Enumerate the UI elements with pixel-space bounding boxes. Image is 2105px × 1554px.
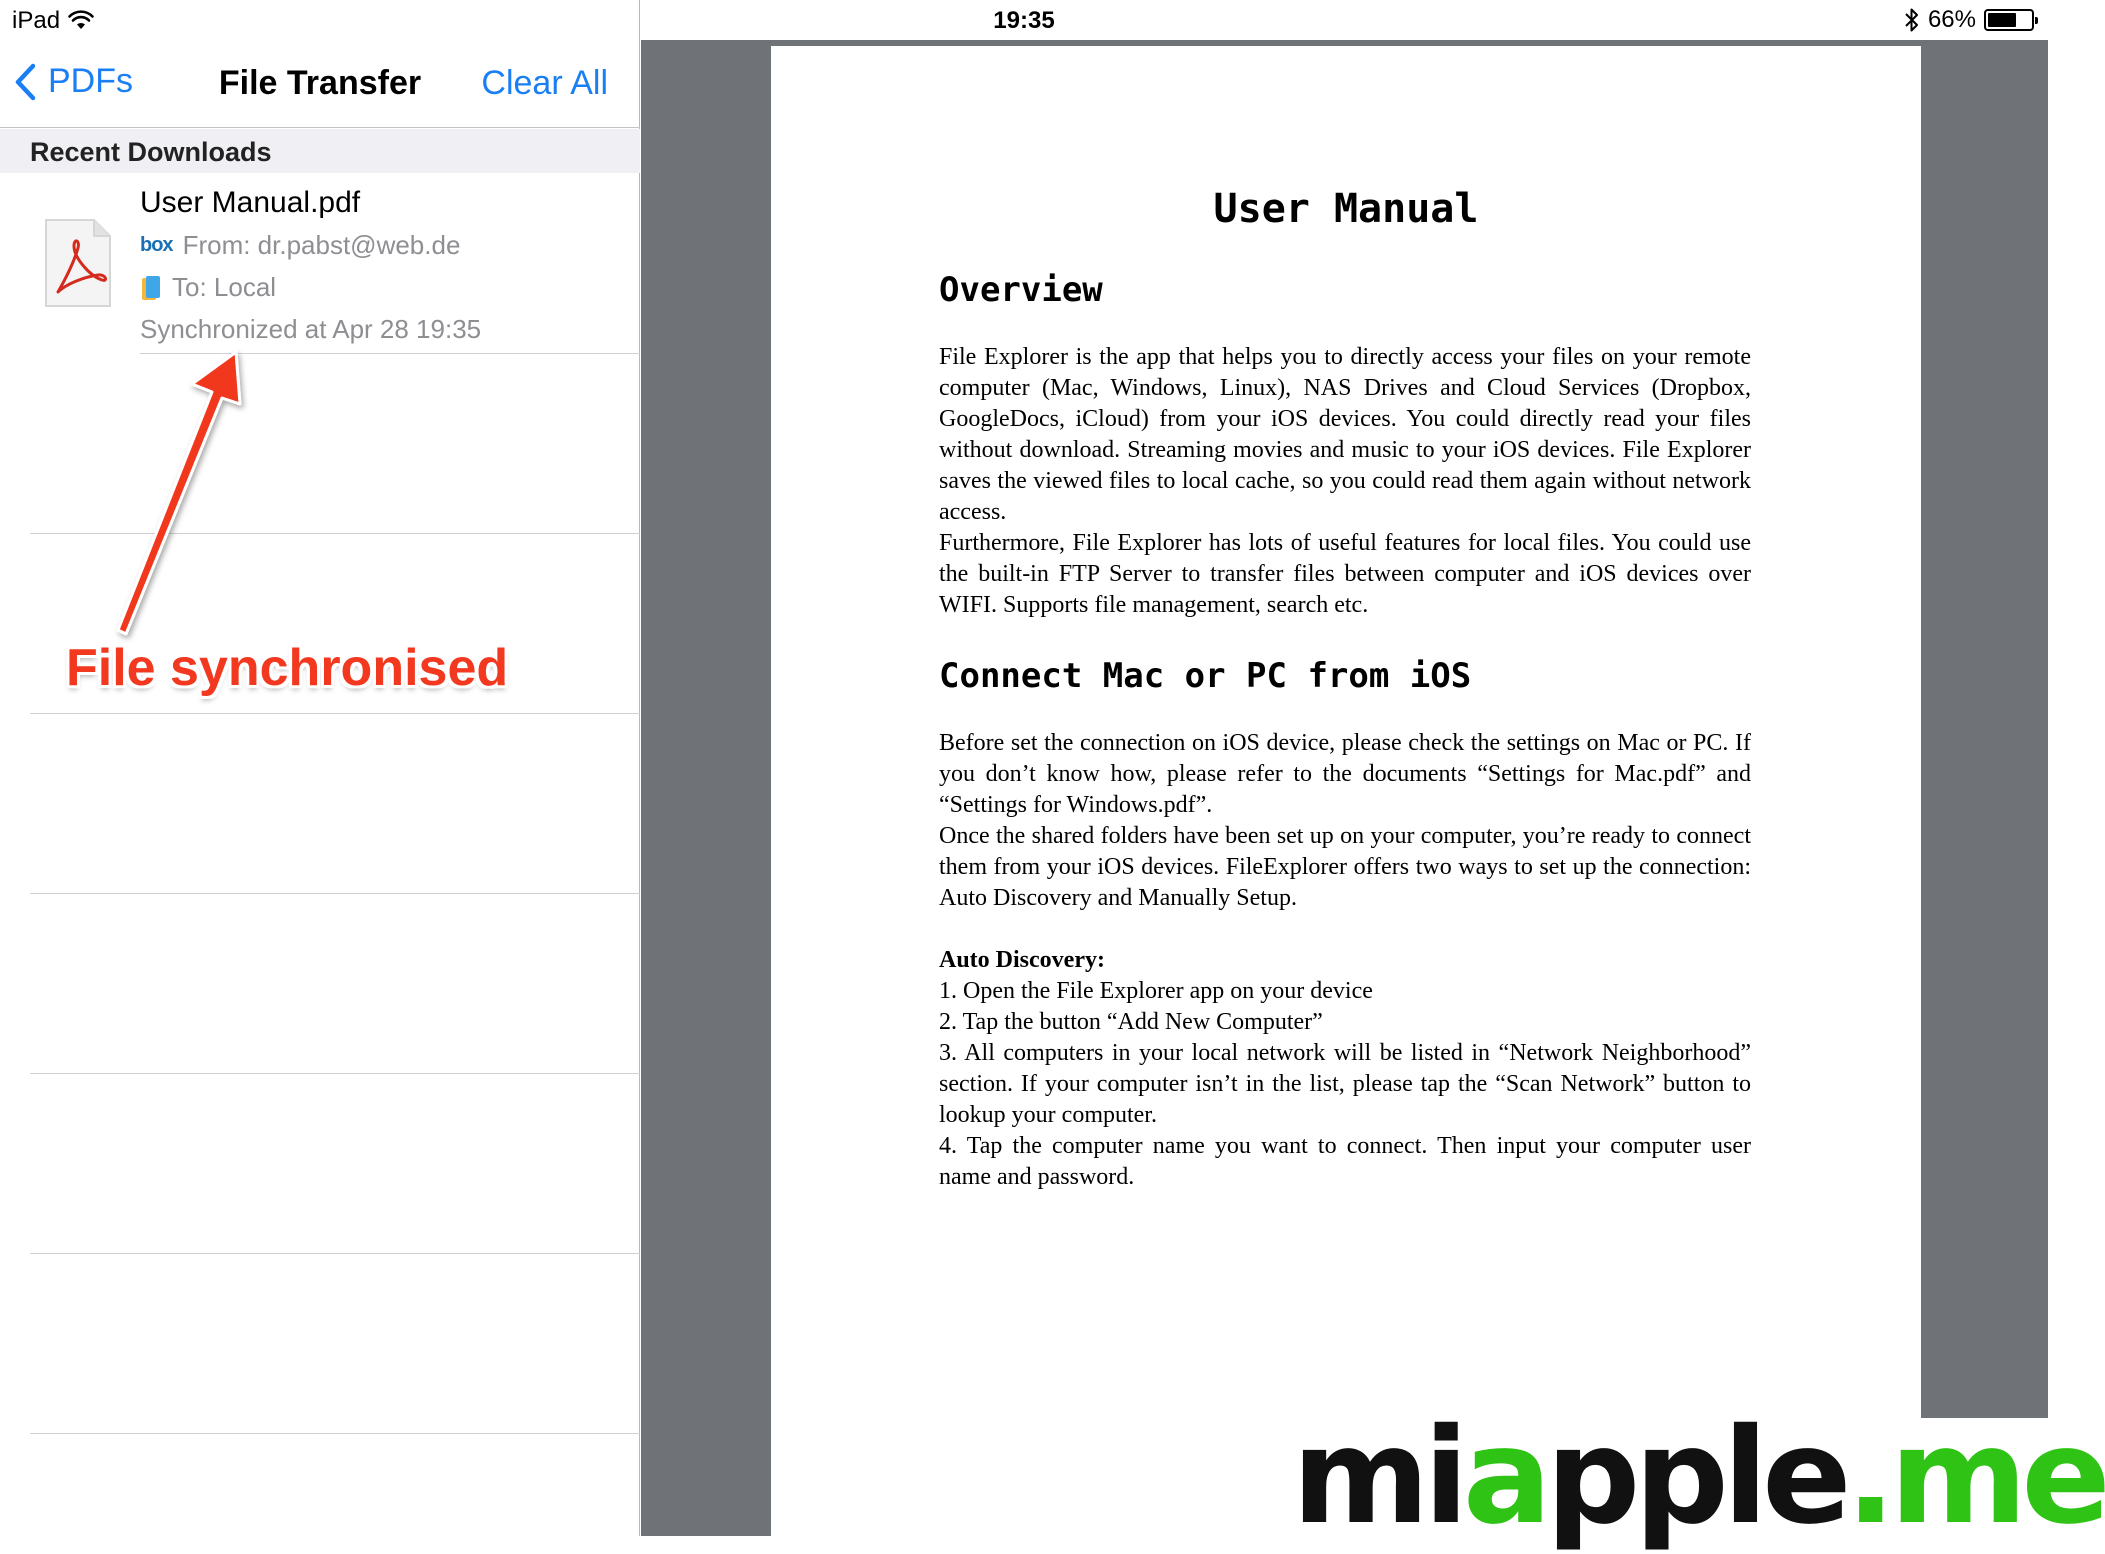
divider — [30, 1253, 640, 1254]
divider — [30, 533, 640, 534]
paragraph: Once the shared folders have been set up on your computer, you’re ready to connect them from your iOS devices. FileExplorer offers two ways to set up the connection: Auto Discovery and Manually Setup. — [939, 823, 1751, 911]
section-header — [0, 129, 640, 173]
divider — [30, 1433, 640, 1434]
pdf-page[interactable] — [771, 46, 1921, 1536]
destination-label: To: Local — [172, 272, 277, 302]
battery-percent: 66% — [1927, 6, 1976, 33]
device-label: iPad — [12, 7, 61, 34]
watermark-text: miapple.me — [1292, 1400, 2105, 1554]
chevron-left-icon — [14, 63, 36, 101]
list-item[interactable] — [0, 174, 640, 354]
watermark-logo — [1288, 1400, 2105, 1554]
section-heading: Overview — [939, 270, 1103, 310]
back-button-label: PDFs — [48, 62, 133, 100]
divider — [30, 713, 640, 714]
status-time: 19:35 — [993, 7, 1055, 34]
battery-icon — [1984, 9, 2034, 31]
section-heading: Connect Mac or PC from iOS — [939, 656, 1472, 696]
box-logo-icon: box — [140, 234, 173, 256]
bluetooth-icon — [1904, 7, 1920, 33]
clear-all-button[interactable]: Clear All — [481, 64, 608, 102]
battery-level — [1988, 13, 2016, 27]
document-title: User Manual — [1213, 186, 1479, 232]
list-step: 4. Tap the computer name you want to connect. Then input your computer user name and password. — [939, 1133, 1751, 1190]
sync-status: Synchronized at Apr 28 19:35 — [140, 314, 482, 344]
source-label: From: dr.pabst@web.de — [182, 230, 461, 260]
file-transfer-panel — [0, 0, 640, 1536]
annotation-label: File synchronised — [66, 639, 509, 697]
list-step: 1. Open the File Explorer app on your device — [939, 978, 1373, 1004]
list-step: 2. Tap the button “Add New Computer” — [939, 1009, 1323, 1035]
pdf-viewer[interactable] — [641, 40, 2048, 1536]
paragraph: File Explorer is the app that helps you to directly access your files on your remote computer (Mac, Windows, Linux), NAS Drives and Cloud Services (Dropbox, GoogleDocs, iCloud) from your iOS devices. You could directly read your files without download. Streaming movies and music to your iOS devices. File Explorer saves the viewed files to local cache, so you could read them again without network access. — [939, 344, 1751, 525]
status-right — [1904, 6, 2034, 34]
source-line — [140, 230, 460, 261]
status-bar — [0, 0, 2048, 40]
navigation-bar — [0, 40, 640, 128]
pdf-file-icon — [44, 218, 112, 308]
back-button[interactable] — [14, 62, 133, 101]
divider — [30, 1073, 640, 1074]
section-header-label: Recent Downloads — [30, 137, 272, 167]
subsection-heading: Auto Discovery: — [939, 947, 1105, 973]
list-step: 3. All computers in your local network will be listed in “Network Neighborhood” section. If your computer isn’t in the list, please tap the “Scan Network” button to lookup your computer. — [939, 1040, 1751, 1128]
file-name: User Manual.pdf — [140, 186, 361, 219]
divider — [140, 353, 640, 354]
paragraph: Before set the connection on iOS device, please check the settings on Mac or PC. If you don’t know how, please refer to the documents “Settings for Mac.pdf” and “Settings for Windows.pdf”. — [939, 730, 1751, 818]
local-folder-icon — [140, 274, 162, 302]
divider — [30, 893, 640, 894]
paragraph: Furthermore, File Explorer has lots of useful features for local files. You could use the built-in FTP Server to transfer files between computer and iOS devices over WIFI. Supports file management, search etc. — [939, 530, 1751, 618]
destination-line — [140, 272, 276, 303]
page-title: File Transfer — [218, 64, 422, 102]
